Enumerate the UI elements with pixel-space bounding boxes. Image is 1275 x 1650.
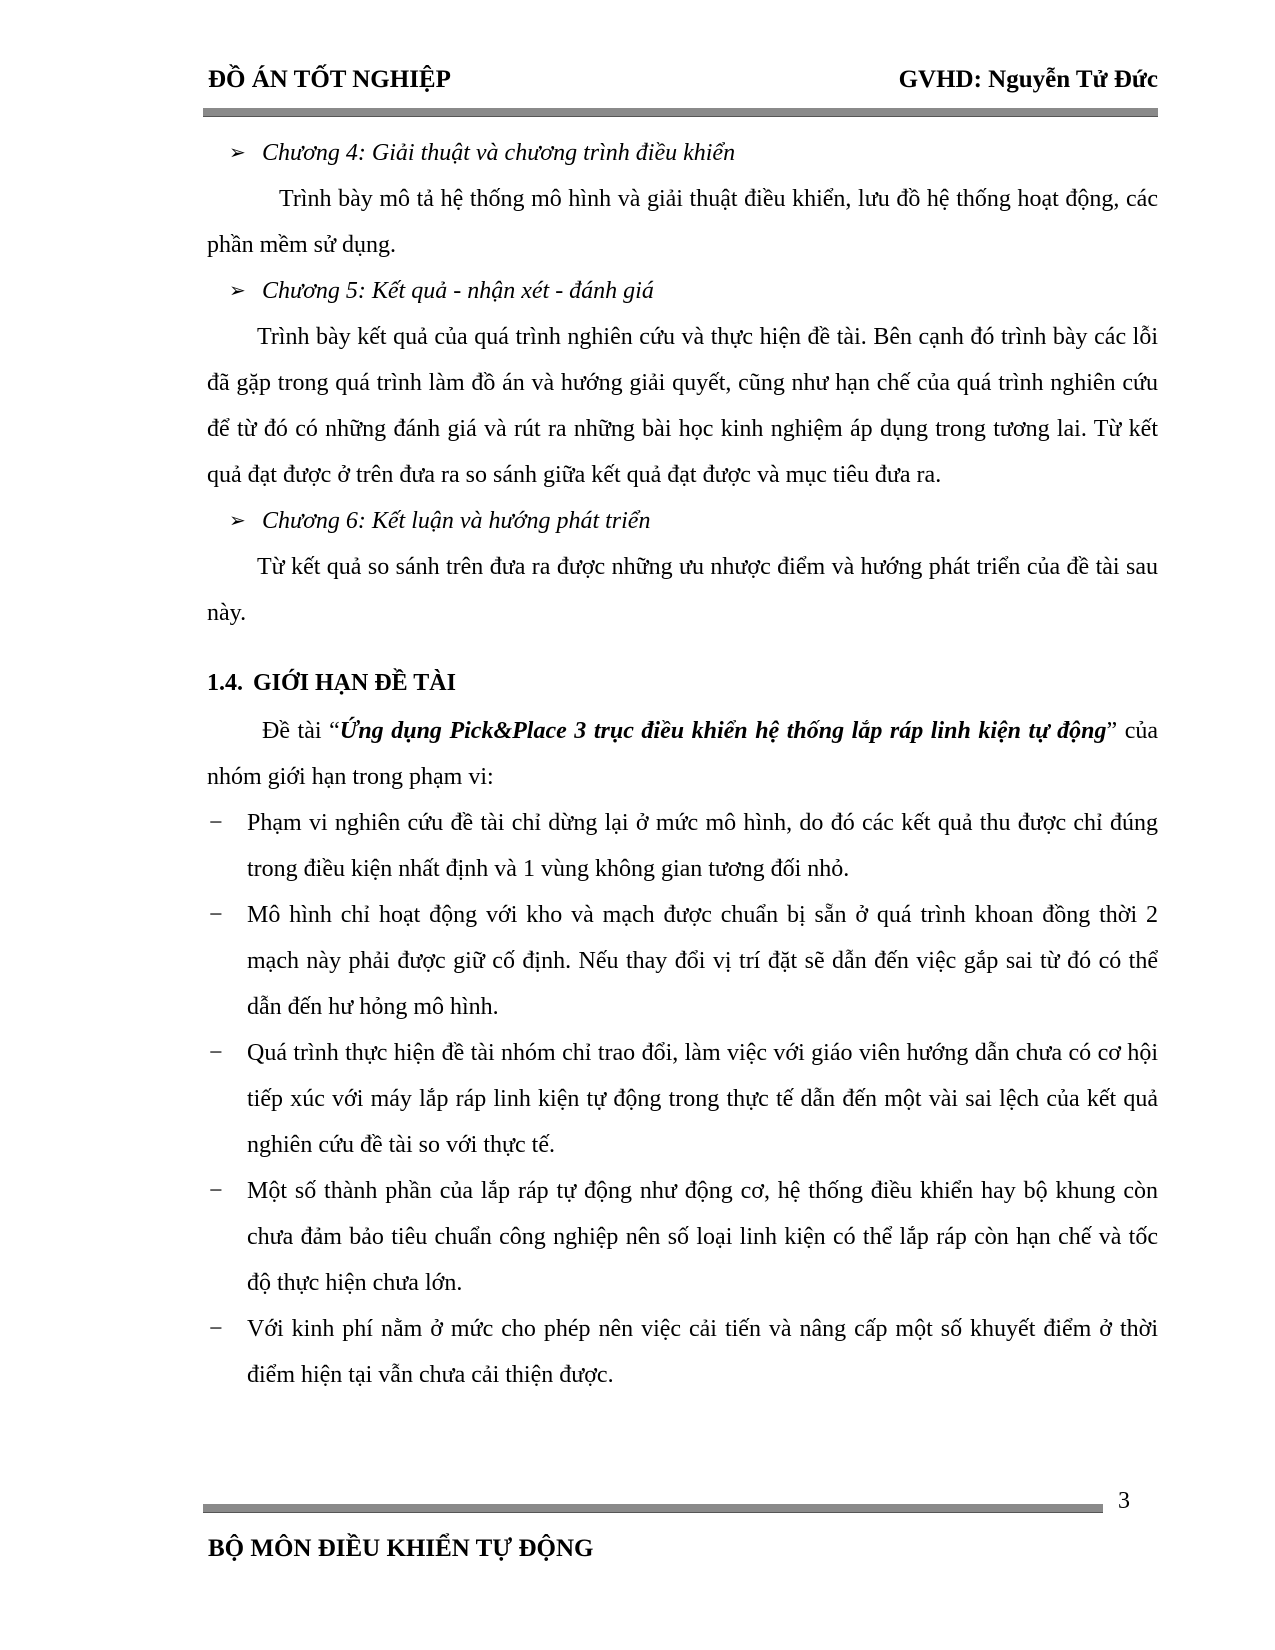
chapter-heading: [207, 130, 1158, 176]
arrow-bullet-icon: ➢: [229, 510, 246, 532]
arrow-bullet-icon: ➢: [229, 142, 246, 164]
chapter-heading-text: Chương 5: Kết quả - nhận xét - đánh giá: [262, 278, 654, 304]
dash-bullet: −: [209, 1316, 223, 1342]
chapter-description: Trình bày mô tả hệ thống mô hình và giải thuật điều khiển, lưu đồ hệ thống hoạt động, các phần mềm sử dụng.: [207, 186, 1158, 258]
section-number: 1.4.: [207, 670, 243, 696]
page-content: [207, 130, 1158, 1398]
chapter-description: Trình bày kết quả của quá trình nghiên cứu và thực hiện đề tài. Bên cạnh đó trình bày các lỗi đã gặp trong quá trình làm đồ án và hướng giải quyết, cũng như hạn chế của quá trình nghiên cứu để từ đó có những đánh giá và rút ra những bài học kinh nghiệm áp dụng trong tương lai. Từ kết quả đạt được ở trên đưa ra so sánh giữa kết quả đạt được và mục tiêu đưa ra.: [207, 324, 1158, 488]
footer-rule: [203, 1504, 1103, 1513]
list-item: [207, 800, 1158, 892]
page-number: 3: [1118, 1488, 1130, 1514]
chapter-description: Từ kết quả so sánh trên đưa ra được những ưu nhược điểm và hướng phát triển của đề tài sau này.: [207, 554, 1158, 626]
chapter-heading-text: Chương 4: Giải thuật và chương trình điều khiển: [262, 140, 736, 166]
chapter-heading: [207, 268, 1158, 314]
intro-suffix: ” của nhóm giới hạn trong phạm vi:: [207, 718, 1159, 790]
list-item: [207, 1306, 1158, 1398]
project-title: Ứng dụng Pick&Place 3 trục điều khiển hệ thống lắp ráp linh kiện tự động: [339, 718, 1107, 744]
list-item-text: Một số thành phần của lắp ráp tự động như động cơ, hệ thống điều khiển hay bộ khung còn chưa đảm bảo tiêu chuẩn công nghiệp nên số loại linh kiện có thể lắp ráp còn hạn chế và tốc độ thực hiện chưa lớn.: [247, 1178, 1158, 1296]
list-item: [207, 892, 1158, 1030]
header-rule: [203, 108, 1158, 117]
intro-prefix: Đề tài “: [262, 718, 340, 744]
section-intro: [207, 708, 1158, 800]
list-item: [207, 1030, 1158, 1168]
arrow-bullet-icon: ➢: [229, 280, 246, 302]
section-title: GIỚI HẠN ĐỀ TÀI: [253, 670, 456, 696]
dash-bullet: −: [209, 810, 223, 836]
list-item-text: Phạm vi nghiên cứu đề tài chỉ dừng lại ở mức mô hình, do đó các kết quả thu được chỉ đúng trong điều kiện nhất định và 1 vùng không gian tương đối nhỏ.: [247, 810, 1158, 882]
dash-bullet: −: [209, 902, 223, 928]
chapter-heading-text: Chương 6: Kết luận và hướng phát triển: [262, 508, 651, 534]
list-item-text: Quá trình thực hiện đề tài nhóm chỉ trao đổi, làm việc với giáo viên hướng dẫn chưa có cơ hội tiếp xúc với máy lắp ráp linh kiện tự động trong thực tế dẫn đến một vài sai lệch của kết quả nghiên cứu đề tài so với thực tế.: [247, 1040, 1158, 1158]
section-heading: [207, 660, 1158, 706]
dash-bullet: −: [209, 1178, 223, 1204]
list-item: [207, 1168, 1158, 1306]
header-supervisor: GVHD: Nguyễn Tử Đức: [898, 66, 1158, 93]
dash-bullet: −: [209, 1040, 223, 1066]
footer-department: BỘ MÔN ĐIỀU KHIỂN TỰ ĐỘNG: [208, 1535, 594, 1562]
chapter-heading: [207, 498, 1158, 544]
list-item-text: Với kinh phí nằm ở mức cho phép nên việc cải tiến và nâng cấp một số khuyết điểm ở thời điểm hiện tại vẫn chưa cải thiện được.: [247, 1316, 1158, 1388]
header-title: ĐỒ ÁN TỐT NGHIỆP: [208, 66, 451, 93]
list-item-text: Mô hình chỉ hoạt động với kho và mạch được chuẩn bị sẵn ở quá trình khoan đồng thời 2 mạch này phải được giữ cố định. Nếu thay đổi vị trí đặt sẽ dẫn đến việc gắp sai từ đó có thể dẫn đến hư hỏng mô hình.: [247, 902, 1158, 1020]
